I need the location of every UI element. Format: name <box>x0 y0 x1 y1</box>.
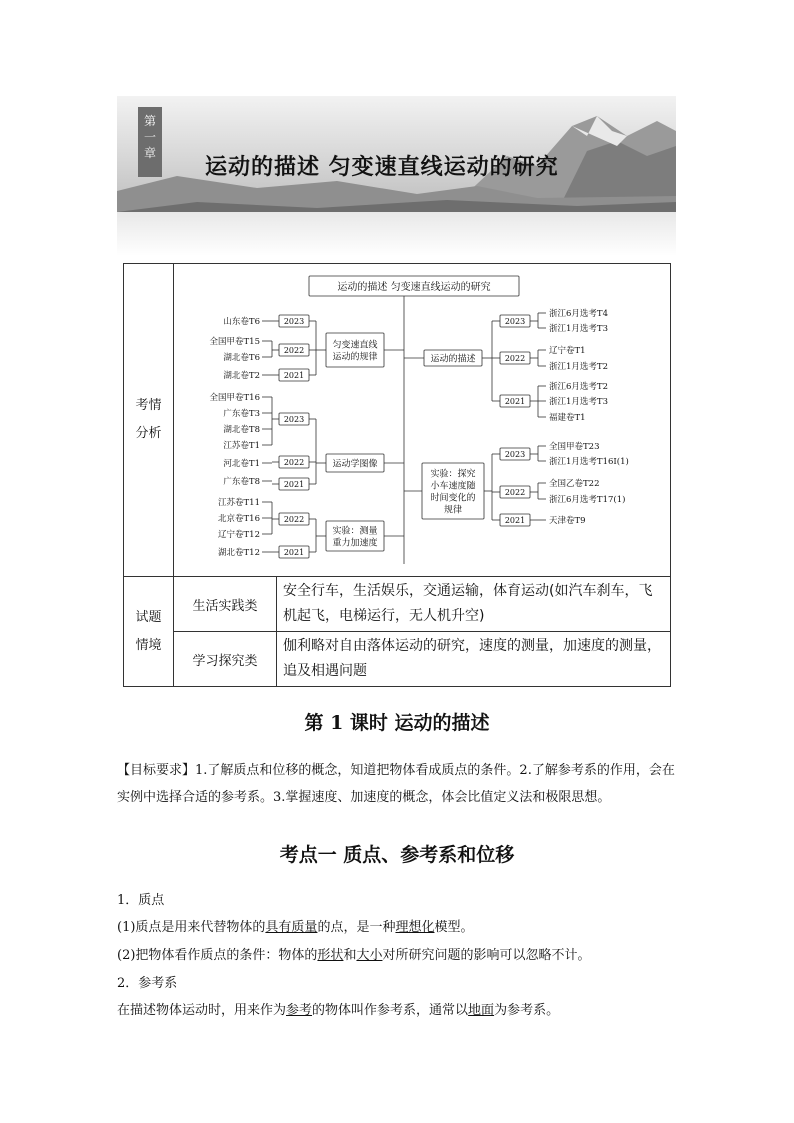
key-term: 形状 <box>317 948 344 963</box>
scenario-text: 安全行车，生活娱乐，交通运输，体育运动(如汽车刹车，飞机起飞，电梯运行，无人机升空) <box>277 577 671 632</box>
mindmap-paper: 江苏卷T1 <box>223 441 260 451</box>
mindmap-paper: 浙江1月选考T3 <box>549 397 608 407</box>
text-run: 的物体叫作参考系，通常以 <box>312 1003 469 1018</box>
mindmap-paper: 江苏卷T11 <box>218 498 260 508</box>
mindmap-paper: 山东卷T6 <box>223 317 260 327</box>
paragraph <box>117 999 559 1018</box>
mindmap-paper: 浙江1月选考T3 <box>549 324 608 334</box>
mindmap-year-text: 2022 <box>283 515 305 524</box>
mindmap-paper: 辽宁卷T12 <box>218 530 260 540</box>
banner-shadow <box>117 212 676 256</box>
mindmap-topic-text: 运动学图像 <box>332 459 378 470</box>
mindmap-paper: 全国甲卷T15 <box>209 337 260 347</box>
chapter-tab-char: 第 <box>143 114 156 128</box>
key-term: 具有质量 <box>265 920 318 935</box>
key-term: 地面 <box>468 1003 495 1018</box>
mindmap-year-text: 2022 <box>504 354 526 363</box>
label-line: 分析 <box>135 426 162 441</box>
learning-goals <box>117 757 677 811</box>
mindmap-paper: 浙江6月选考T17(1) <box>549 495 626 505</box>
heading-reference-frame: 2．参考系 <box>117 976 178 991</box>
text-run: (1)质点是用来代替物体的 <box>117 920 266 935</box>
key-term: 大小 <box>356 948 383 963</box>
text-run: (2)把物体看作质点的条件：物体的 <box>117 948 318 963</box>
mindmap-year-text: 2021 <box>504 397 526 406</box>
paragraph <box>117 944 590 963</box>
mindmap-topic-text: 运动的规律 <box>332 352 378 363</box>
label-line: 情境 <box>135 637 162 653</box>
key-term: 理想化 <box>395 920 435 935</box>
mindmap-topic-text: 实验：测量 <box>332 526 378 537</box>
mindmap-paper: 全国甲卷T23 <box>549 442 600 452</box>
mindmap-paper: 广东卷T3 <box>223 409 260 419</box>
mindmap-year-text: 2022 <box>283 346 305 355</box>
section-title: 考点一 质点、参考系和位移 <box>279 844 515 866</box>
chapter-tab <box>138 107 162 177</box>
mindmap-topic-text: 运动的描述 <box>430 354 476 365</box>
key-term: 参考 <box>286 1003 313 1018</box>
heading-particle: 1．质点 <box>117 893 165 908</box>
mindmap-paper: 福建卷T1 <box>549 413 586 423</box>
mindmap-paper: 浙江6月选考T4 <box>549 309 608 319</box>
mindmap-year-text: 2023 <box>283 415 305 424</box>
paragraph <box>117 916 473 935</box>
mindmap-paper: 全国乙卷T22 <box>549 479 600 489</box>
scenario-label <box>124 577 174 687</box>
mindmap-paper: 湖北卷T2 <box>223 371 260 381</box>
mindmap-paper: 浙江1月选考T16Ⅰ(1) <box>549 457 629 467</box>
scenario-category: 学习探究类 <box>174 632 277 687</box>
text-run: 模型。 <box>434 920 474 935</box>
mindmap-topic-text: 重力加速度 <box>332 538 378 549</box>
mindmap-paper: 天津卷T9 <box>549 516 586 526</box>
mindmap-paper: 湖北卷T6 <box>223 353 260 363</box>
mindmap-year-text: 2022 <box>504 488 526 497</box>
mindmap-topic-text: 匀变速直线 <box>332 340 378 351</box>
mindmap-topic-text: 时间变化的 <box>430 493 476 504</box>
goals-text: 1.了解质点和位移的概念，知道把物体看成质点的条件。2.了解参考系的作用，会在实例中选择合适的参考系。3.掌握速度、加速度的概念，体会比值定义法和极限思想。 <box>117 763 675 805</box>
mindmap-paper: 全国甲卷T16 <box>209 393 260 403</box>
text-run: 在描述物体运动时，用来作为 <box>117 1003 287 1018</box>
mindmap-cell <box>174 264 671 577</box>
mindmap-year-text: 2021 <box>504 516 526 525</box>
text-run: 和 <box>343 948 357 963</box>
mindmap-topic-text: 小车速度随 <box>430 481 476 492</box>
scenario-category: 生活实践类 <box>174 577 277 632</box>
mindmap-paper: 湖北卷T8 <box>223 425 260 435</box>
text-run: 为参考系。 <box>494 1003 560 1018</box>
analysis-table <box>123 263 671 687</box>
label-line: 试题 <box>135 609 162 625</box>
mindmap-paper: 广东卷T8 <box>223 477 260 487</box>
mindmap-year-text: 2021 <box>283 548 305 557</box>
mindmap-paper: 北京卷T16 <box>218 514 260 524</box>
text-run: 对所研究问题的影响可以忽略不计。 <box>382 948 591 963</box>
mindmap-year-text: 2021 <box>283 371 305 380</box>
chapter-tab-char: 章 <box>143 146 156 160</box>
mindmap-year-text: 2023 <box>283 317 305 326</box>
mindmap-paper: 湖北卷T12 <box>218 548 260 558</box>
scenario-text: 伽利略对自由落体运动的研究，速度的测量，加速度的测量，追及相遇问题 <box>277 632 671 687</box>
mindmap-paper: 河北卷T1 <box>223 459 260 469</box>
analysis-label <box>124 264 174 577</box>
mindmap-topic-text: 规律 <box>443 505 463 516</box>
mindmap-year-text: 2022 <box>283 458 305 467</box>
mindmap-topic-text: 实验：探究 <box>430 469 476 480</box>
label-line: 考情 <box>135 398 162 413</box>
mindmap-paper: 浙江1月选考T2 <box>549 362 608 372</box>
mindmap-paper: 辽宁卷T1 <box>549 346 586 356</box>
chapter-title: 运动的描述 匀变速直线运动的研究 <box>205 155 559 180</box>
lesson-title: 第 1 课时 运动的描述 <box>304 712 490 734</box>
mindmap-year-text: 2023 <box>504 450 526 459</box>
goals-tag: 【目标要求】 <box>117 763 196 778</box>
mindmap-root-text: 运动的描述 匀变速直线运动的研究 <box>337 282 491 293</box>
mindmap <box>174 264 670 572</box>
mindmap-year-text: 2021 <box>283 480 305 489</box>
mindmap-paper: 浙江6月选考T2 <box>549 382 608 392</box>
mindmap-year-text: 2023 <box>504 317 526 326</box>
text-run: 的点，是一种 <box>317 920 396 935</box>
chapter-tab-char: 一 <box>143 130 156 144</box>
